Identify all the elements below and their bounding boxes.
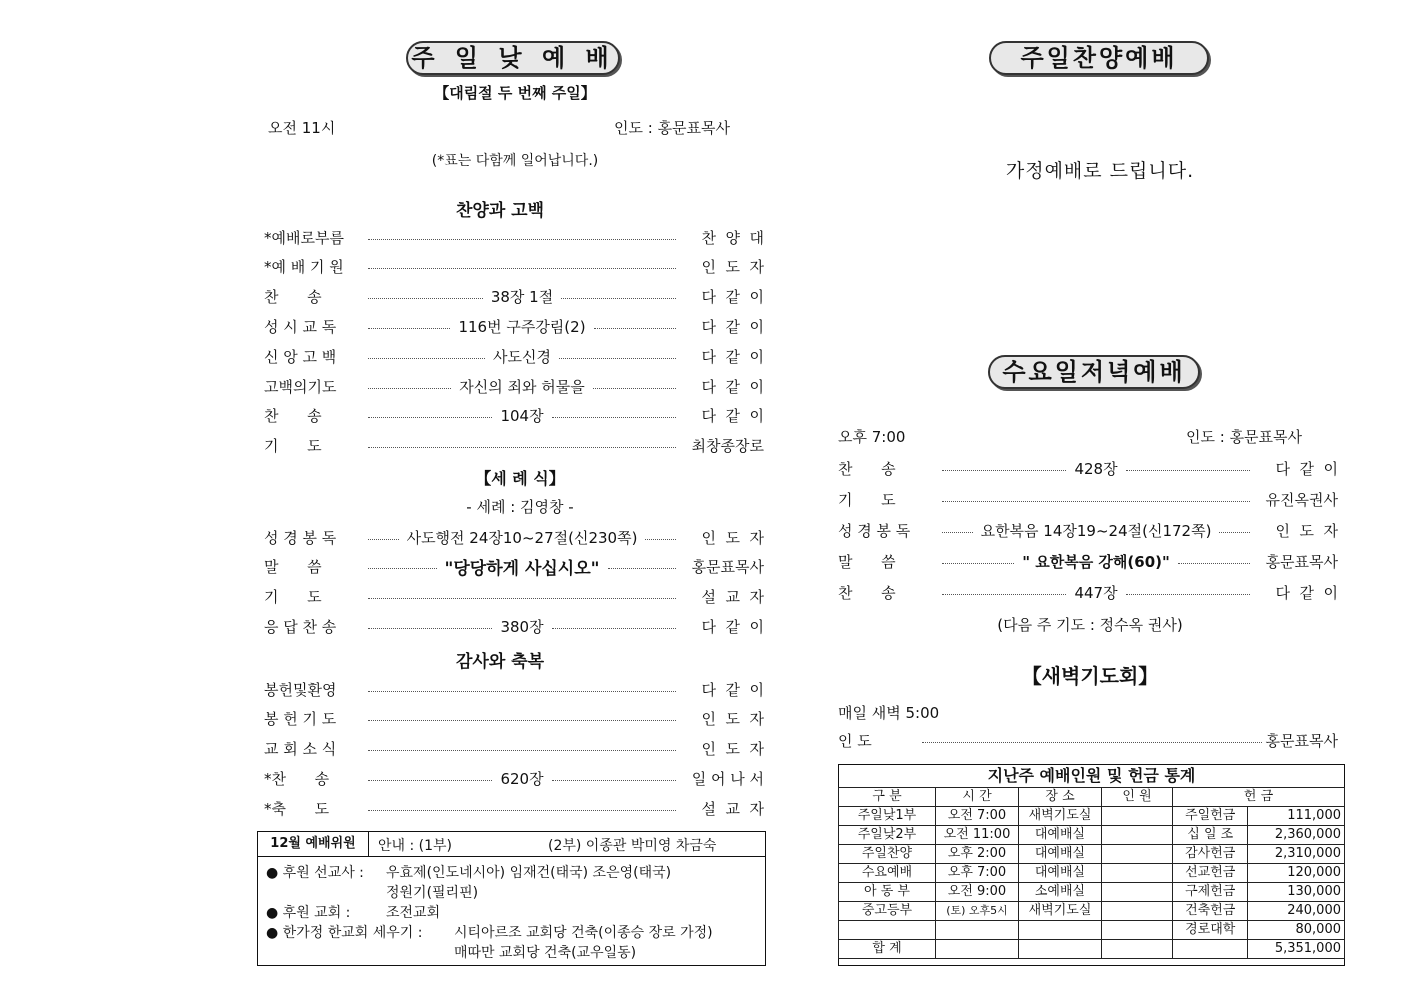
- order-item-label: 말 씀: [264, 558, 322, 577]
- stats-cell: 감사헌금: [1173, 845, 1248, 864]
- stats-cell: 240,000: [1248, 902, 1345, 921]
- order-item: [838, 519, 1338, 541]
- order-item-label: *축 도: [264, 799, 330, 818]
- order-item-person: 설 교 자: [701, 588, 764, 607]
- order-item-label: 성 시 교 독: [264, 317, 337, 336]
- stats-header-cell: 구 분: [839, 788, 936, 807]
- stats-header-cell: 헌 금: [1173, 788, 1345, 807]
- stats-cell: 십 일 조: [1173, 826, 1248, 845]
- stats-cell: 오후 2:00: [936, 845, 1019, 864]
- dot-leader: [552, 780, 676, 781]
- stats-cell: 선교헌금: [1173, 864, 1248, 883]
- table-row: [839, 883, 1345, 902]
- dot-leader: [368, 691, 676, 692]
- dot-leader: [368, 628, 492, 629]
- dot-leader: [368, 568, 437, 569]
- dot-leader: [368, 447, 676, 448]
- one-family-value: 시티아르조 교회당 건축(이종승 장로 가정): [454, 925, 713, 941]
- order-item: [838, 550, 1338, 572]
- dot-leader: [942, 563, 1014, 564]
- dot-leader: [368, 780, 492, 781]
- order-item-person: 인 도 자: [701, 740, 764, 759]
- support-church-value: 조전교회: [386, 905, 441, 921]
- next-week-prayer: (다음 주 기도 : 정수옥 권사): [997, 616, 1183, 634]
- announcement-box: [257, 831, 766, 966]
- order-item: [264, 286, 764, 308]
- table-row: [839, 864, 1345, 883]
- order-item: [264, 615, 764, 637]
- support-church-label: ● 후원 교회 :: [266, 905, 351, 921]
- order-item: [264, 738, 764, 760]
- order-item-label: 찬 송: [264, 288, 322, 307]
- stats-cell: [1173, 940, 1248, 959]
- dot-leader: [552, 417, 676, 418]
- stats-cell: 130,000: [1248, 883, 1345, 902]
- dot-leader: [1219, 532, 1250, 533]
- order-item-person: 유진옥권사: [1265, 490, 1338, 509]
- stats-cell: 합 계: [839, 940, 936, 959]
- order-item-label: 기 도: [838, 490, 896, 509]
- support-missionary-label: ● 후원 선교사 :: [266, 865, 364, 881]
- order-item: [264, 375, 764, 397]
- stats-cell: 아 동 부: [839, 883, 936, 902]
- stats-cell: [1102, 864, 1173, 883]
- stats-header-cell: 시 간: [936, 788, 1019, 807]
- order-item-person: 다 같 이: [701, 680, 764, 699]
- order-item-label: 응 답 찬 송: [264, 617, 337, 636]
- dot-leader: [561, 298, 676, 299]
- order-item-person: 인 도 자: [701, 528, 765, 547]
- order-item: [264, 345, 764, 367]
- table-row: [839, 807, 1345, 826]
- service-leader: 인도 : 홍문표목사: [614, 119, 731, 137]
- order-item-person: 최창종장로: [691, 437, 764, 456]
- wednesday-service-title: 수요일저녁예배: [988, 355, 1200, 389]
- one-family-value2: 매따만 교회당 건축(교우일동): [454, 945, 637, 961]
- stats-cell: [1019, 940, 1102, 959]
- order-item: [264, 708, 764, 730]
- order-item-person: 설 교 자: [701, 799, 764, 818]
- stats-header-cell: 인 원: [1102, 788, 1173, 807]
- dot-leader: [1126, 594, 1250, 595]
- support-missionary-value2: 정원기(필리핀): [386, 885, 479, 901]
- stats-cell: 대예배실: [1019, 845, 1102, 864]
- order-item-person: 다 같 이: [1275, 459, 1338, 478]
- dot-leader: [593, 388, 676, 389]
- stats-cell: [1102, 883, 1173, 902]
- stats-title: 지난주 예배인원 및 헌금 통계: [987, 766, 1196, 785]
- dot-leader: [594, 328, 676, 329]
- stats-cell: 80,000: [1248, 921, 1345, 940]
- order-item-person: 일 어 나 서: [691, 769, 764, 788]
- order-item-label: *예 배 기 원: [264, 258, 344, 277]
- order-item: [264, 226, 764, 248]
- dot-leader: [368, 720, 676, 721]
- order-item-detail: 620장: [500, 769, 544, 788]
- stats-cell: 주일찬양: [839, 845, 936, 864]
- order-item-label: 찬 송: [264, 407, 322, 426]
- order-item-person: 다 같 이: [701, 288, 765, 307]
- dawn-leader-name: 홍문표목사: [1265, 731, 1338, 750]
- section-thanks-blessing: 감사와 축복: [455, 652, 545, 672]
- order-item: [264, 797, 764, 819]
- box-header-info1: 안내 : (1부): [378, 838, 453, 854]
- stats-cell: [839, 921, 936, 940]
- box-header-info2: (2부) 이종관 박미영 차금숙: [548, 838, 717, 854]
- section-praise-confession: 찬양과 고백: [455, 201, 545, 221]
- dot-leader: [368, 750, 676, 751]
- stats-box: [838, 764, 1345, 966]
- wednesday-leader: 인도 : 홍문표목사: [1186, 428, 1303, 446]
- dot-leader: [942, 470, 1066, 471]
- order-item-person: 다 같 이: [701, 617, 764, 636]
- stats-cell: 5,351,000: [1248, 940, 1345, 959]
- order-item-detail: 38장 1절: [490, 288, 554, 307]
- stats-cell: [1019, 921, 1102, 940]
- stats-cell: [936, 940, 1019, 959]
- stats-cell: 새벽기도실: [1019, 807, 1102, 826]
- stats-header-row: [839, 788, 1345, 807]
- stats-cell: 오후 7:00: [936, 864, 1019, 883]
- order-item: [264, 526, 764, 548]
- dot-leader: [368, 388, 451, 389]
- dot-leader: [552, 628, 676, 629]
- order-item: [264, 435, 764, 457]
- order-item: [838, 488, 1338, 510]
- order-item: [838, 457, 1338, 479]
- stats-cell: 111,000: [1248, 807, 1345, 826]
- order-item-detail: 428장: [1074, 459, 1118, 478]
- dawn-leader-label: 인 도: [838, 731, 872, 750]
- order-item-person: 다 같 이: [1275, 583, 1338, 602]
- stats-cell: 건축헌금: [1173, 902, 1248, 921]
- stats-cell: [1102, 807, 1173, 826]
- service-subtitle: 【대림절 두 번째 주일】: [434, 84, 596, 102]
- box-header-label: 12월 예배위원: [258, 832, 369, 857]
- stats-cell: [1102, 845, 1173, 864]
- order-item-detail: 사도신경: [493, 347, 551, 366]
- table-row: [839, 940, 1345, 959]
- order-item-detail: 380장: [500, 617, 544, 636]
- order-item: [264, 767, 764, 789]
- dot-leader: [368, 328, 450, 329]
- dot-leader: [559, 358, 676, 359]
- baptism-name: - 세례 : 김영창 -: [466, 498, 574, 516]
- sunday-praise-title: 주일찬양예배: [989, 41, 1209, 75]
- stats-cell: 수요예배: [839, 864, 936, 883]
- table-row: [839, 826, 1345, 845]
- stats-cell: 2,310,000: [1248, 845, 1345, 864]
- dawn-prayer-title: 【새벽기도회】: [1021, 664, 1159, 688]
- dot-leader: [645, 539, 676, 540]
- dot-leader: [1178, 563, 1250, 564]
- dot-leader: [608, 568, 677, 569]
- order-item-label: 말 씀: [838, 552, 896, 571]
- order-item-detail: 116번 구주강림(2): [458, 317, 586, 336]
- order-item-detail: 104장: [500, 407, 544, 426]
- stats-cell: [1102, 826, 1173, 845]
- stats-cell: 대예배실: [1019, 864, 1102, 883]
- dot-leader: [1126, 470, 1250, 471]
- stats-cell: 구제헌금: [1173, 883, 1248, 902]
- stats-cell: (토) 오후5시: [936, 902, 1019, 921]
- stats-cell: 주일헌금: [1173, 807, 1248, 826]
- stats-cell: 120,000: [1248, 864, 1345, 883]
- table-row: [839, 845, 1345, 864]
- stats-cell: 새벽기도실: [1019, 902, 1102, 921]
- order-item-label: 신 앙 고 백: [264, 347, 337, 366]
- order-item-person: 다 같 이: [701, 317, 765, 336]
- stats-cell: 경로대학: [1173, 921, 1248, 940]
- sunday-service-title: 주 일 낮 예 배: [406, 41, 620, 75]
- dot-leader: [942, 594, 1066, 595]
- order-item-detail: " 요한복음 강해(60)": [1022, 552, 1170, 571]
- table-row: [839, 921, 1345, 940]
- stats-cell: [1102, 940, 1173, 959]
- order-item-label: *예배로부름: [264, 228, 344, 247]
- box-header-line: [368, 856, 765, 857]
- stats-cell: 주일낮2부: [839, 826, 936, 845]
- order-item-label: 교 회 소 식: [264, 740, 337, 759]
- order-item-label: 찬 송: [838, 459, 896, 478]
- order-item-detail: 사도행전 24장10~27절(신230쪽): [406, 528, 638, 547]
- standing-note: (*표는 다함께 일어납니다.): [431, 153, 599, 169]
- wednesday-time: 오후 7:00: [838, 428, 906, 446]
- order-item-label: 기 도: [264, 588, 322, 607]
- home-worship-message: 가정예배로 드립니다.: [1005, 160, 1195, 182]
- section-baptism: 【세 례 식】: [475, 469, 565, 488]
- stats-cell: 대예배실: [1019, 826, 1102, 845]
- order-item-label: *찬 송: [264, 769, 330, 788]
- dot-leader: [942, 532, 973, 533]
- order-item-label: 성 경 봉 독: [838, 521, 911, 540]
- order-item-person: 다 같 이: [701, 347, 764, 366]
- order-item-label: 찬 송: [838, 583, 896, 602]
- order-item-detail: 자신의 죄와 허물을: [459, 377, 585, 396]
- order-item: [264, 678, 764, 700]
- order-item-person: 인 도 자: [701, 710, 764, 729]
- service-time: 오전 11시: [268, 119, 336, 137]
- order-item: [838, 581, 1338, 603]
- order-item: [264, 586, 764, 608]
- dot-leader: [368, 268, 676, 269]
- order-item-person: 홍문표목사: [691, 558, 765, 577]
- one-family-label: ● 한가정 한교회 세우기 :: [266, 925, 423, 941]
- dot-leader: [368, 598, 676, 599]
- order-item-person: 다 같 이: [701, 377, 764, 396]
- order-item-label: 고백의기도: [264, 377, 337, 396]
- dot-leader: [368, 810, 676, 811]
- order-item-person: 인 도 자: [1275, 521, 1339, 540]
- stats-header-cell: 장 소: [1019, 788, 1102, 807]
- order-item-person: 홍문표목사: [1265, 552, 1339, 571]
- table-row: [839, 902, 1345, 921]
- stats-cell: [1102, 921, 1173, 940]
- dot-leader: [942, 501, 1250, 502]
- dot-leader: [368, 239, 676, 240]
- dot-leader: [368, 539, 399, 540]
- stats-cell: [1102, 902, 1173, 921]
- dot-leader: [922, 742, 1262, 743]
- support-missionary-value: 우효제(인도네시아) 임재건(태국) 조은영(태국): [386, 865, 672, 881]
- order-item-person: 다 같 이: [701, 407, 764, 426]
- order-item-label: 성 경 봉 독: [264, 528, 337, 547]
- dot-leader: [368, 298, 483, 299]
- order-item: [264, 405, 764, 427]
- order-item-detail: "당당하게 사십시오": [444, 559, 600, 580]
- stats-cell: 중고등부: [839, 902, 936, 921]
- stats-table: [838, 787, 1345, 959]
- order-item: [264, 256, 764, 278]
- order-item-detail: 요한복음 14장19~24절(신172쪽): [980, 521, 1212, 540]
- order-item-detail: 447장: [1074, 583, 1118, 602]
- order-item-person: 찬 양 대: [701, 228, 764, 247]
- order-item-label: 기 도: [264, 437, 322, 456]
- dot-leader: [368, 358, 485, 359]
- stats-cell: [936, 921, 1019, 940]
- stats-cell: 주일낮1부: [839, 807, 936, 826]
- stats-cell: 2,360,000: [1248, 826, 1345, 845]
- stats-cell: 오전 7:00: [936, 807, 1019, 826]
- order-item: [264, 556, 764, 578]
- order-item-label: 봉 헌 기 도: [264, 710, 337, 729]
- order-item-person: 인 도 자: [701, 258, 764, 277]
- dawn-prayer-time: 매일 새벽 5:00: [838, 704, 940, 722]
- order-item: [264, 315, 764, 337]
- stats-cell: 오전 11:00: [936, 826, 1019, 845]
- order-item-label: 봉헌및환영: [264, 680, 337, 699]
- dawn-leader-row: [838, 729, 1338, 751]
- stats-cell: 소예배실: [1019, 883, 1102, 902]
- dot-leader: [368, 417, 492, 418]
- stats-cell: 오전 9:00: [936, 883, 1019, 902]
